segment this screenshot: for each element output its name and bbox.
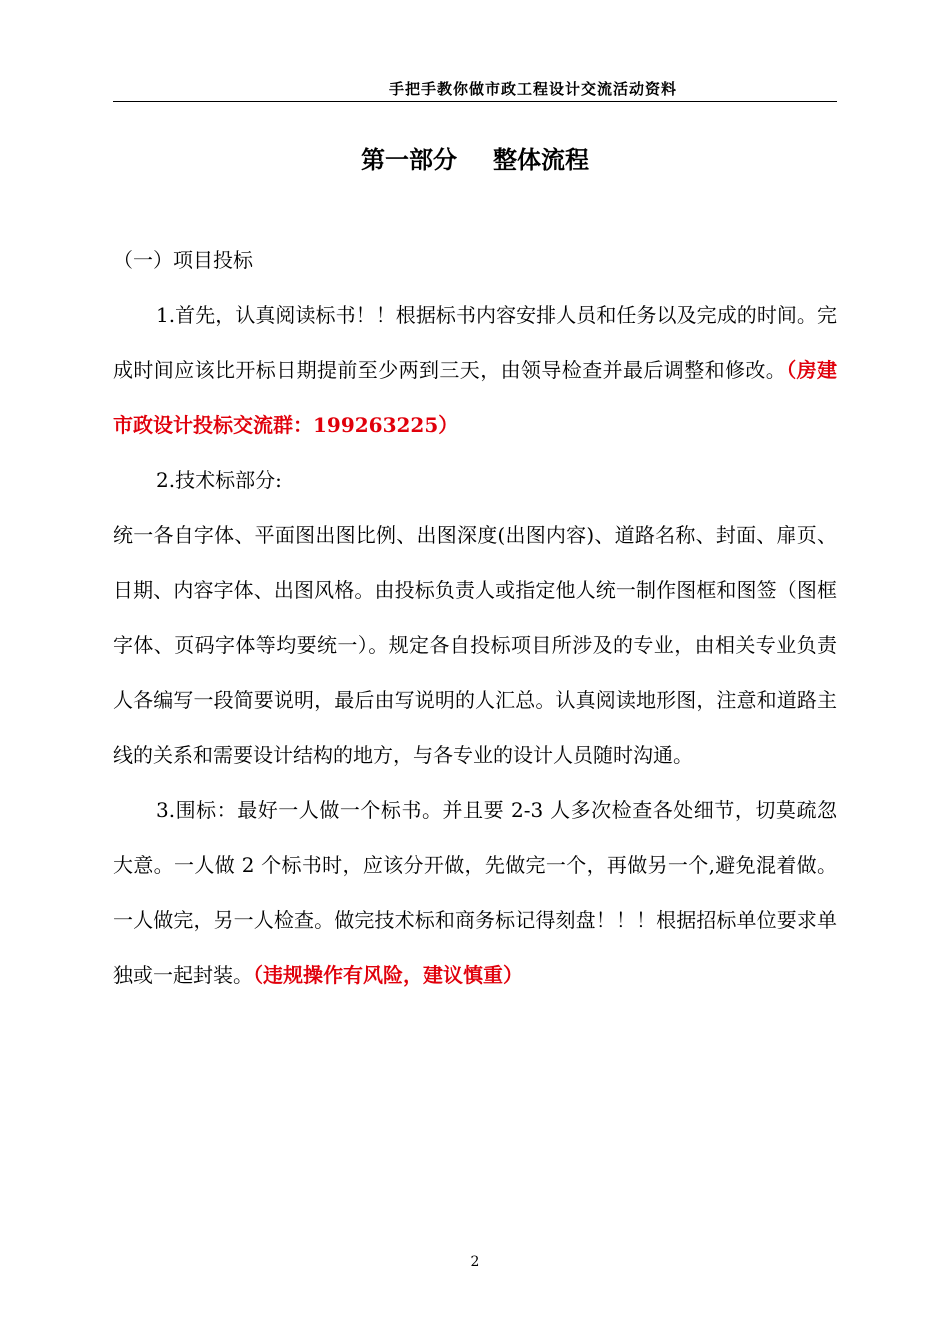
paragraph-2-heading: 2.技术标部分: [156,468,282,492]
title-part: 第一部分 [361,146,457,174]
paragraph-3 [113,783,837,1003]
paragraph-3-red-note: （违规操作有风险，建议慎重） [253,963,523,987]
header-text: 手把手教你做市政工程设计交流活动资料 [388,80,677,98]
paragraph-1-text: 1.首先，认真阅读标书！！根据标书内容安排人员和任务以及完成的时间。完成时间应该比开标日期提前至少两到三天，由领导检查并最后调整和修改。 [113,303,837,382]
document-body [113,233,837,1003]
page-title [0,140,950,175]
page-number: 2 [470,1254,480,1270]
paragraph-3-text: 3.围标：最好一人做一个标书。并且要 2-3 人多次检查各处细节，切莫疏忽大意。一人做 2 个标书时，应该分开做，先做完一个，再做另一个,避免混着做。一人做完，另一人检查。做完技术标和商务标记得刻盘！！！根据招标单位要求单独或一起封装。 [113,798,837,987]
header-rule [113,101,837,102]
section-heading: （一）项目投标 [113,248,253,272]
paragraph-1-red-note: （房建市政设计投标交流群：199263225） [113,358,838,437]
title-name: 整体流程 [493,146,589,174]
paragraph-2-body: 统一各自字体、平面图出图比例、出图深度(出图内容)、道路名称、封面、扉页、日期、内容字体、出图风格。由投标负责人或指定他人统一制作图框和图签（图框字体、页码字体等均要统一）。规定各自投标项目所涉及的专业，由相关专业负责人各编写一段简要说明，最后由写说明的人汇总。认真阅读地形图，注意和道路主线的关系和需要设计结构的地方，与各专业的设计人员随时沟通。 [113,523,837,767]
paragraph-1 [113,288,837,453]
